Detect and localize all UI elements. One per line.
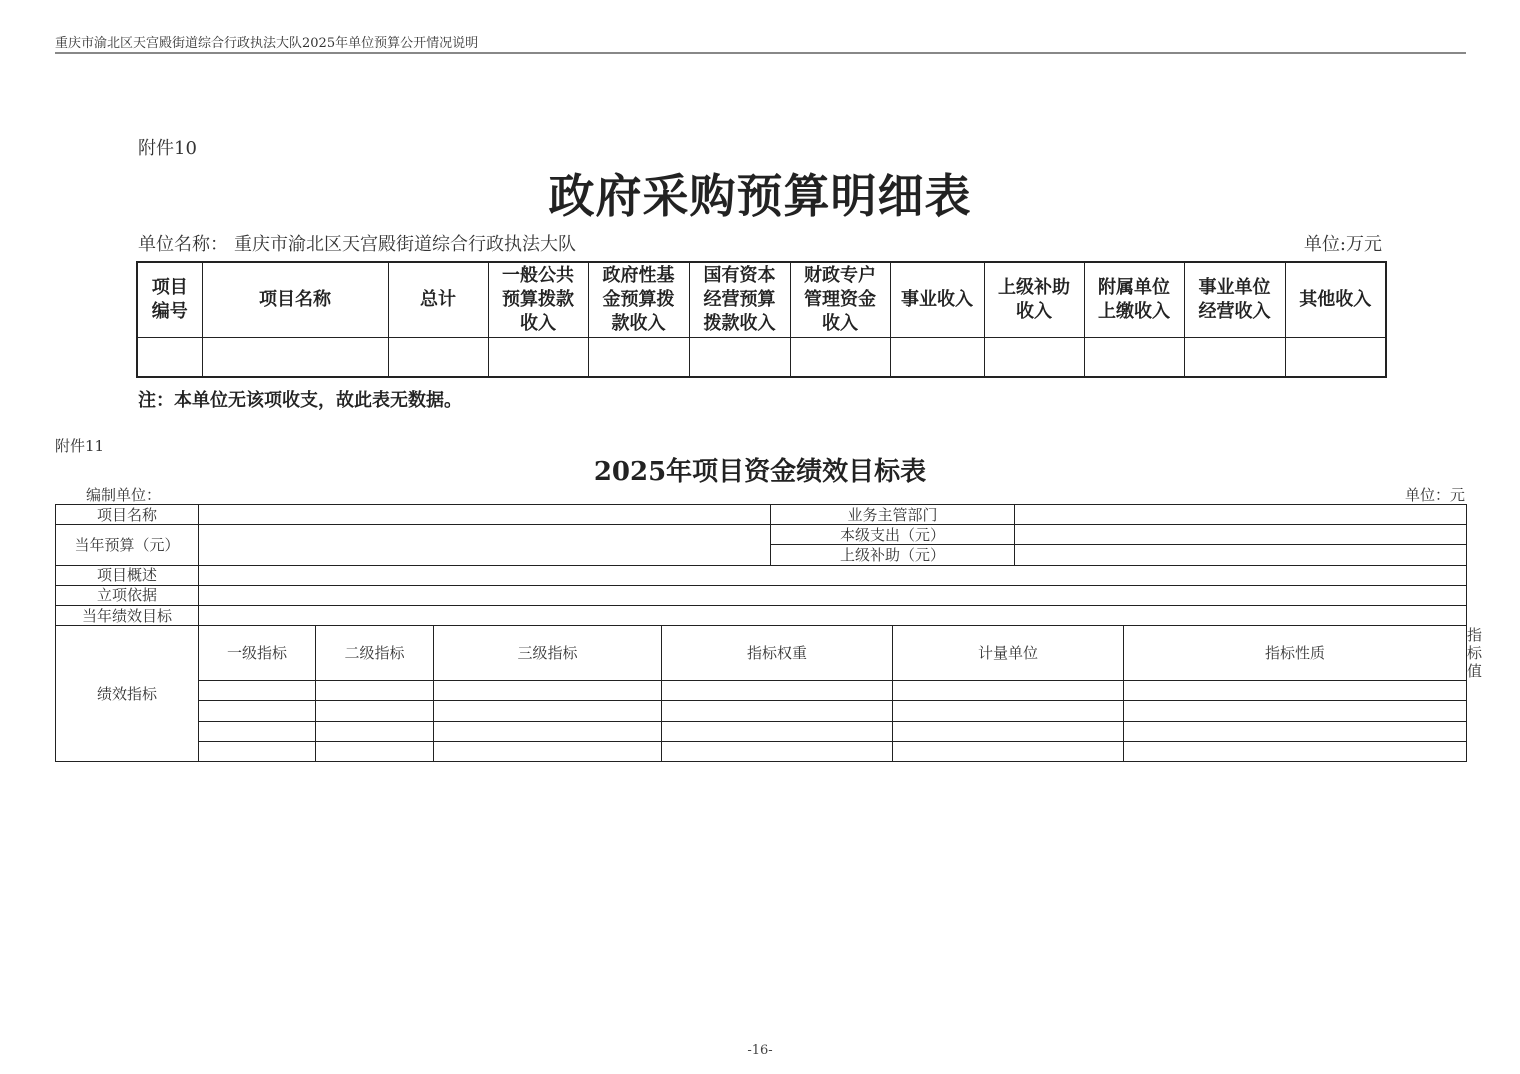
column-header: 总计: [388, 262, 488, 337]
table-header-row: [137, 262, 1386, 337]
indicator-row: [56, 681, 1467, 701]
indicator-cell: [893, 721, 1124, 741]
running-header: [55, 30, 1466, 54]
indicator-cell: [662, 681, 893, 701]
indicator-cell: [316, 681, 434, 701]
indicator-cell: [662, 741, 893, 761]
indicator-cell: [1124, 721, 1467, 741]
table-cell: [202, 337, 388, 377]
annex-10-label: 附件10: [138, 138, 197, 159]
unit-name-value: 重庆市渝北区天宫殿街道综合行政执法大队: [234, 234, 576, 255]
annex-11-label: 附件11: [55, 437, 105, 455]
annual-goal-value: [199, 605, 1467, 625]
indicator-column-header: 指标权重: [662, 626, 893, 681]
indicator-cell: [434, 701, 662, 721]
indicator-column-header: 计量单位: [893, 626, 1124, 681]
unit-name-line: [138, 230, 576, 256]
unit-measure-yuan: 单位：元: [1404, 486, 1465, 504]
project-overview-label: 项目概述: [56, 565, 199, 585]
column-header: 其他收入: [1285, 262, 1386, 337]
column-header: 附属单位上缴收入: [1084, 262, 1184, 337]
project-basis-value: [199, 585, 1467, 605]
indicator-cell: [434, 681, 662, 701]
table-cell: [388, 337, 488, 377]
supervisor-dept-value: [1015, 505, 1467, 525]
performance-goal-table: [55, 504, 1483, 762]
own-expenditure-value: [1015, 525, 1467, 545]
column-header: 一般公共预算拨款收入: [488, 262, 588, 337]
budget-row: [56, 525, 1467, 545]
table-cell: [689, 337, 790, 377]
performance-table-title: 2025年项目资金绩效目标表: [593, 457, 927, 487]
project-name-value: [199, 505, 771, 525]
indicator-cell: [199, 701, 316, 721]
indicator-cell: [893, 681, 1124, 701]
indicator-column-header: 二级指标: [316, 626, 434, 681]
page-number: -16-: [747, 1043, 773, 1058]
table-cell: [488, 337, 588, 377]
table-cell: [1184, 337, 1285, 377]
project-overview-value: [199, 565, 1467, 585]
indicator-cell: [1124, 701, 1467, 721]
column-header: 国有资本经营预算拨款收入: [689, 262, 790, 337]
indicator-cell: [199, 741, 316, 761]
table-cell: [890, 337, 984, 377]
indicator-cell: [1124, 741, 1467, 761]
indicator-column-header: 指标性质: [1124, 626, 1467, 681]
performance-indicators-label: 绩效指标: [56, 626, 199, 762]
project-name-label: 项目名称: [56, 505, 199, 525]
running-header-title: 重庆市渝北区天宫殿街道综合行政执法大队2025年单位预算公开情况说明: [55, 36, 479, 51]
procurement-note: 注：本单位无该项收支，故此表无数据。: [138, 390, 462, 411]
indicator-cell: [662, 701, 893, 721]
column-header: 财政专户管理资金收入: [790, 262, 890, 337]
superior-subsidy-value: [1015, 545, 1467, 565]
table-cell: [790, 337, 890, 377]
superior-subsidy-label: 上级补助（元）: [771, 545, 1015, 565]
indicator-row: [56, 741, 1467, 761]
indicator-cell: [893, 741, 1124, 761]
indicator-cell: [199, 721, 316, 741]
indicator-header-row: 绩效指标 一级指标 二级指标 三级指标 指标权重 计量单位 指标性质 指标值: [56, 626, 1467, 681]
column-header: 项目编号: [137, 262, 202, 337]
indicator-cell: [316, 701, 434, 721]
unit-measure: 单位:万元: [1303, 234, 1382, 255]
indicator-cell: [434, 721, 662, 741]
supervisor-dept-label: 业务主管部门: [771, 505, 1015, 525]
indicator-cell: [316, 721, 434, 741]
overview-row: [56, 565, 1467, 585]
annual-goal-label: 当年绩效目标: [56, 605, 199, 625]
table-cell: [588, 337, 689, 377]
indicator-column-header: 一级指标: [199, 626, 316, 681]
goal-row: [56, 605, 1467, 625]
table-cell: [984, 337, 1084, 377]
indicator-cell: [316, 741, 434, 761]
annual-budget-value: [199, 525, 771, 565]
indicator-cell: [1124, 681, 1467, 701]
column-header: 政府性基金预算拨款收入: [588, 262, 689, 337]
basis-row: [56, 585, 1467, 605]
unit-name-label: 单位名称：: [138, 234, 228, 255]
indicator-row: [56, 721, 1467, 741]
table-cell: [1084, 337, 1184, 377]
indicator-cell: [662, 721, 893, 741]
project-name-row: [56, 505, 1467, 525]
indicator-column-header: 三级指标: [434, 626, 662, 681]
procurement-table-title: 政府采购预算明细表: [548, 169, 972, 223]
indicator-row: [56, 701, 1467, 721]
column-header: 事业收入: [890, 262, 984, 337]
annual-budget-label: 当年预算（元）: [56, 525, 199, 565]
table-cell: [1285, 337, 1386, 377]
table-row: [137, 337, 1386, 377]
procurement-budget-table: [136, 261, 1387, 378]
own-expenditure-label: 本级支出（元）: [771, 525, 1015, 545]
project-basis-label: 立项依据: [56, 585, 199, 605]
column-header: 事业单位经营收入: [1184, 262, 1285, 337]
indicator-cell: [893, 701, 1124, 721]
column-header: 项目名称: [202, 262, 388, 337]
table-cell: [137, 337, 202, 377]
indicator-cell: [199, 681, 316, 701]
compile-unit-label: 编制单位：: [86, 486, 162, 504]
column-header: 上级补助收入: [984, 262, 1084, 337]
indicator-cell: [434, 741, 662, 761]
